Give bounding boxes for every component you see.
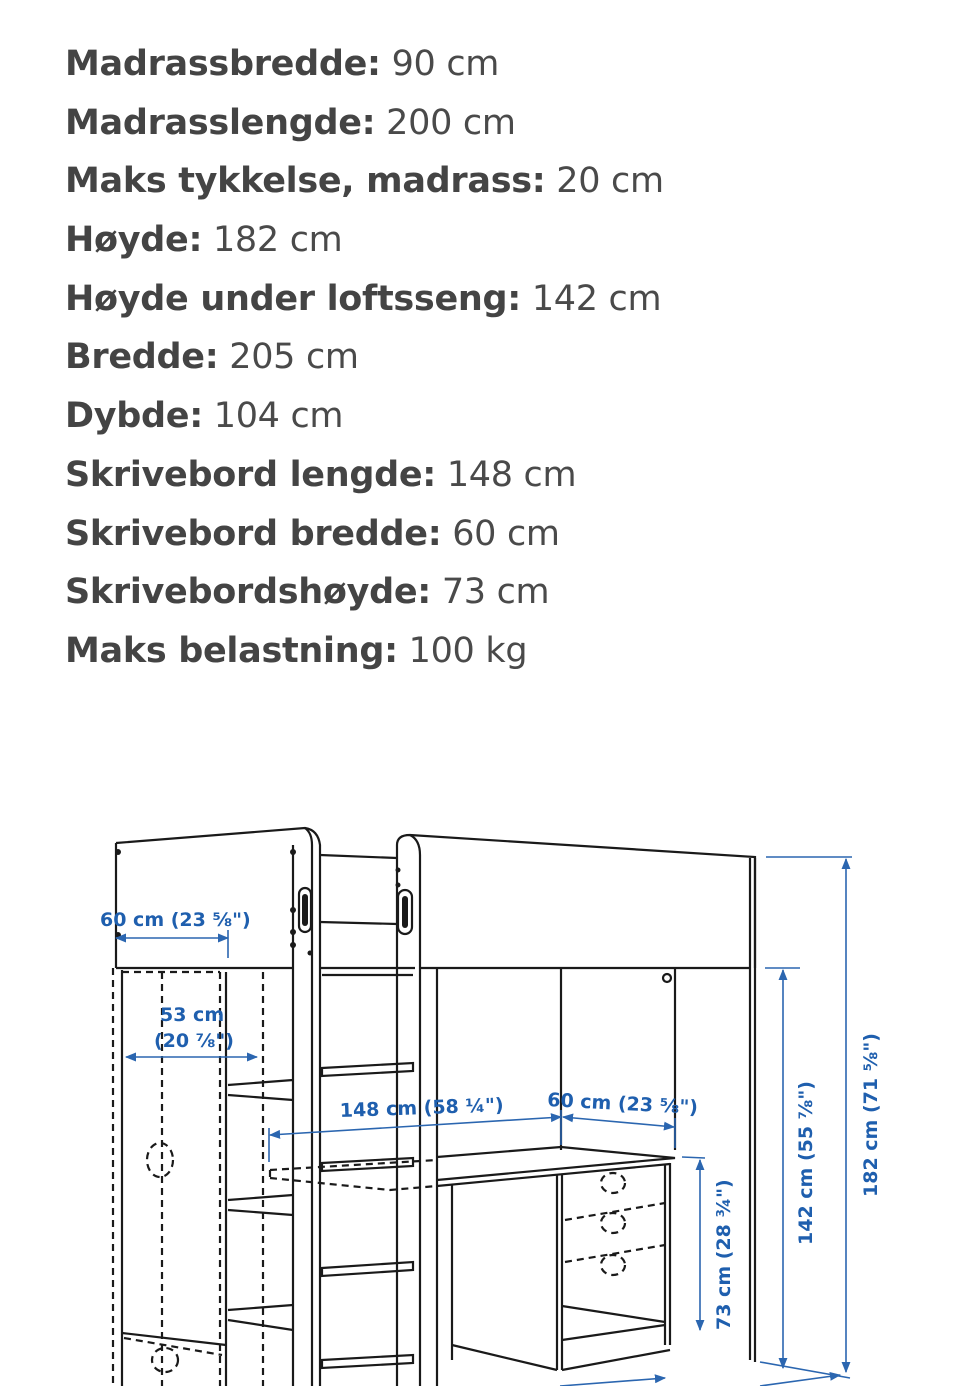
spec-label: Bredde: bbox=[65, 337, 219, 378]
spec-row-desk-height bbox=[65, 566, 664, 625]
spec-value: 20 cm bbox=[556, 161, 664, 202]
loft-bed-dimension-diagram bbox=[0, 800, 960, 1386]
spec-value: 60 cm bbox=[452, 513, 560, 554]
spec-row-mattress-length bbox=[65, 97, 664, 156]
spec-value: 182 cm bbox=[212, 220, 343, 261]
inner-width-label-in: (20 ⅞") bbox=[154, 1030, 234, 1052]
spec-row-width bbox=[65, 331, 664, 390]
dimensions bbox=[100, 857, 882, 1386]
desk-width-label: 60 cm (23 ⅝") bbox=[546, 1089, 699, 1119]
spec-label: Maks tykkelse, madrass: bbox=[65, 161, 546, 202]
spec-value: 200 cm bbox=[386, 102, 516, 143]
spec-label: Skrivebord lengde: bbox=[65, 454, 436, 495]
under-bed-height-label: 142 cm (55 ⅞") bbox=[795, 1081, 817, 1245]
total-height-label: 182 cm (71 ⅝") bbox=[860, 1033, 882, 1197]
spec-value: 205 cm bbox=[229, 337, 359, 378]
spec-label: Maks belastning: bbox=[65, 630, 398, 671]
desk bbox=[270, 1147, 675, 1370]
spec-value: 104 cm bbox=[213, 396, 344, 437]
spec-row-height bbox=[65, 214, 664, 273]
spec-label: Dybde: bbox=[65, 396, 203, 437]
spec-label: Høyde: bbox=[65, 220, 203, 261]
spec-value: 142 cm bbox=[531, 278, 662, 319]
desk-height-label: 73 cm (28 ¾") bbox=[713, 1179, 735, 1330]
inner-width-label-cm: 53 cm bbox=[160, 1004, 225, 1026]
spec-row-desk-width bbox=[65, 508, 664, 567]
spec-label: Madrasslengde: bbox=[65, 102, 376, 143]
shelf-depth-label: 60 cm (23 ⅝") bbox=[100, 909, 251, 931]
spec-label: Skrivebordshøyde: bbox=[65, 572, 432, 613]
desk-length-label: 148 cm (58 ¼") bbox=[339, 1094, 505, 1122]
spec-value: 148 cm bbox=[446, 454, 577, 495]
spec-value: 90 cm bbox=[391, 44, 500, 84]
spec-row-max-load bbox=[65, 625, 664, 684]
spec-row-max-mattress-thickness bbox=[65, 155, 664, 214]
spec-row-desk-length bbox=[65, 449, 664, 508]
spec-row-height-under-bed bbox=[65, 273, 664, 332]
spec-row-mattress-width bbox=[65, 38, 664, 97]
specifications-list bbox=[65, 38, 664, 684]
spec-row-depth bbox=[65, 390, 664, 449]
spec-label: Høyde under loftsseng: bbox=[65, 278, 521, 319]
spec-value: 100 kg bbox=[408, 630, 528, 671]
spec-label: Madrassbredde: bbox=[65, 44, 381, 84]
spec-label: Skrivebord bredde: bbox=[65, 513, 442, 554]
spec-value: 73 cm bbox=[441, 572, 550, 613]
